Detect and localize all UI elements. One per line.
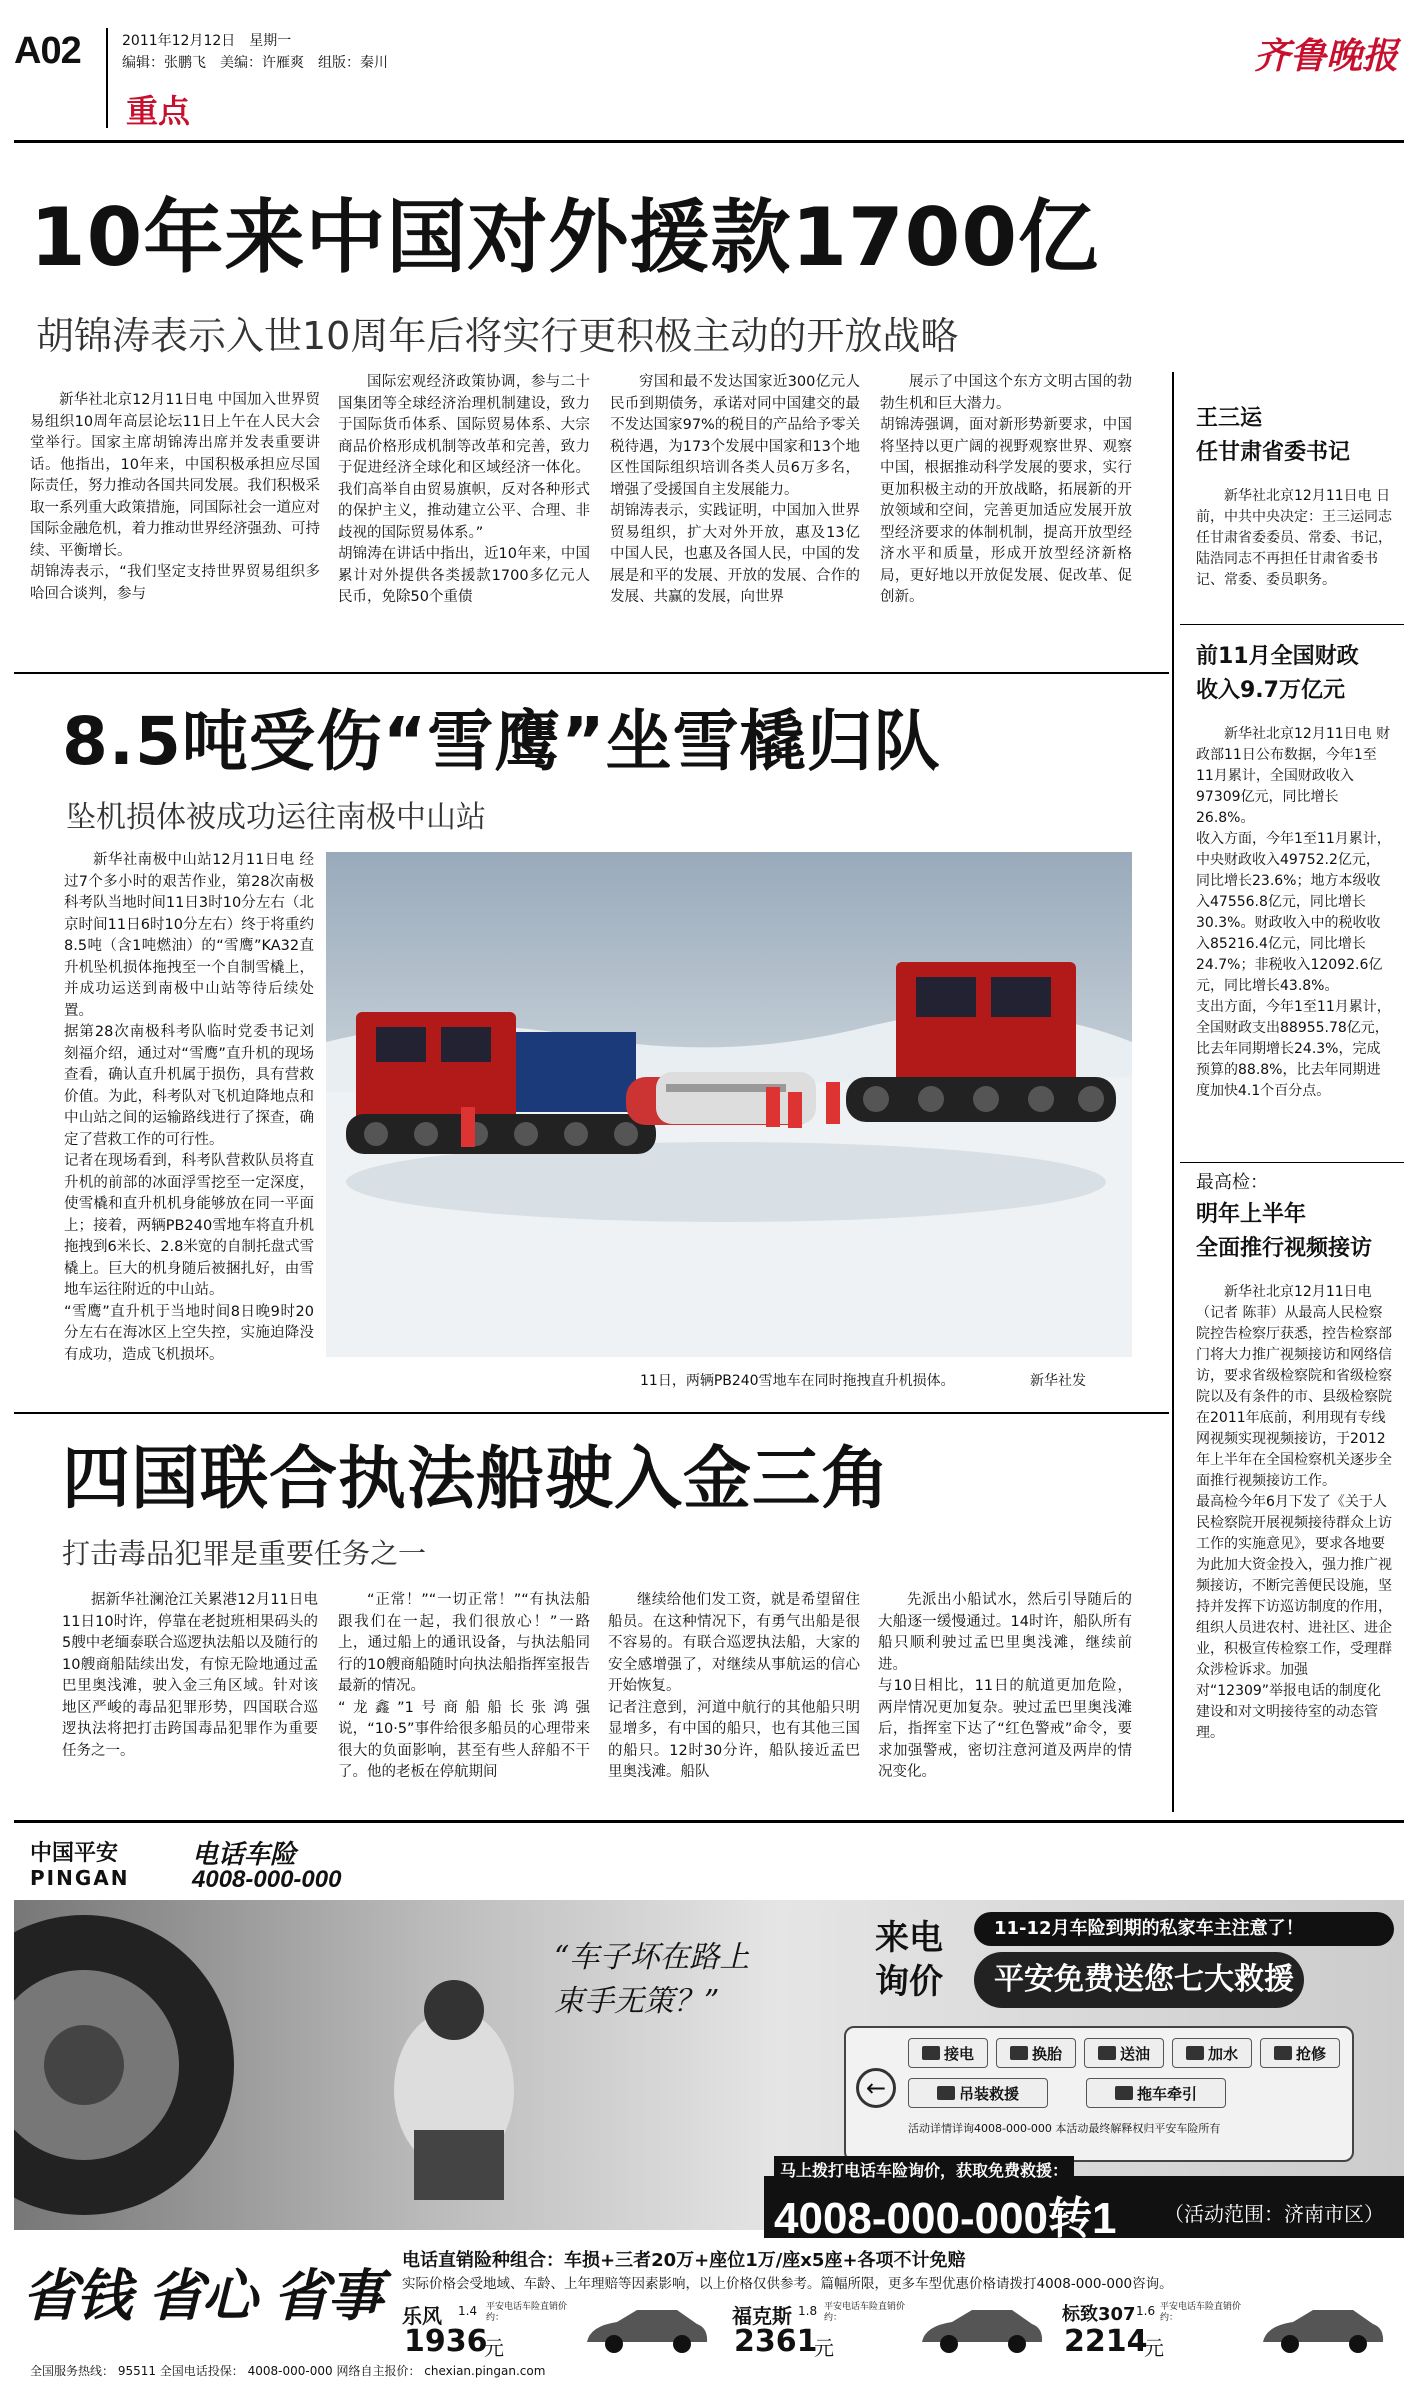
photo-credit: 新华社发 [1030, 1373, 1086, 1389]
service-jump-start [908, 2038, 988, 2068]
car-price-3: 2214 [1064, 2324, 1148, 2359]
dial-prompt: 马上拨打电话车险询价，获取免费救援： [774, 2156, 1074, 2183]
story3-headline: 四国联合执法船驶入金三角 [62, 1440, 891, 1519]
car-label-3: 平安电话车险直销价约： [1160, 2302, 1242, 2323]
car-disp-1: 1.4 [458, 2304, 478, 2318]
service-label-4: 抢修 [1295, 2044, 1326, 2063]
section-label: 重点 [126, 92, 191, 130]
car-disp-2: 1.8 [798, 2304, 818, 2318]
ad-illustration [14, 1900, 534, 2230]
region-note: （活动范围：济南市区） [1164, 2202, 1384, 2226]
service-label-5: 吊装救援 [958, 2084, 1019, 2103]
car-image-2 [917, 2304, 1047, 2354]
product-name: 电话车险 [192, 1840, 297, 1870]
service-note: 活动详情详询4008-000-000 本活动最终解释权归平安车险所有 [908, 2122, 1221, 2135]
story2-photo [326, 852, 1132, 1357]
story2-headline: 8.5吨受伤“雪鹰”坐雪橇归队 [62, 703, 941, 780]
sidebar-sep-2 [1180, 1162, 1404, 1163]
banner-top: 11-12月车险到期的私家车主注意了！ [974, 1912, 1394, 1946]
fuel-icon [1098, 2046, 1116, 2060]
service-water [1172, 2038, 1252, 2068]
page-number: A02 [14, 30, 81, 72]
service-label-6: 拖车牵引 [1136, 2084, 1197, 2103]
story1-col-2 [338, 372, 590, 652]
service-label-2: 送油 [1119, 2044, 1150, 2063]
story3-col-3 [608, 1590, 860, 1810]
story2-text: 新华社南极中山站12月11日电 经过7个多小时的艰苦作业，第28次南极科考队当地时间11日3时10分左右（北京时间11日6时10分左右）终于将重约8.5吨（含1吨燃油）的“雪鹰”KA32直升机坠机损体拖拽至一个自制雪橇上，并成功运送到南极中山站等待后续处置。 据第28次南极科考队临时党委书记刘刻福介绍，通过对“雪鹰”直升机的现场查看，确认直升机属于损伤，具有营救价值。为此，科考队对飞机迫降地点和中山站之间的运输路线进行了探查，确定了营救工作的可行性。 记者在现场看到，科考队营救队员将直升机的前部的冰面浮雪挖至一定深度，使雪橇和直升机机身能够放在同一平面上；接着，两辆PB240雪地车将直升机拖拽到6米长、2.8米宽的自制托盘式雪橇上。巨大的机身随后被捆扎好，由雪地车运往附近的中山站。 “雪鹰”直升机于当地时间8日晚9时20分左右在海冰区上空失控，实施迫降没有成功，造成飞机损坏。 [64, 852, 314, 1363]
ad-top-rule [14, 1820, 1404, 1823]
combo-line: 电话直销险种组合：车损+三者20万+座位1万/座x5座+各项不计免赔 [402, 2250, 966, 2271]
story1-headline: 10年来中国对外援款1700亿 [30, 191, 1099, 284]
story3-col-4 [878, 1590, 1132, 1810]
story1-subhead: 胡锦涛表示入世10周年后将实行更积极主动的开放战略 [36, 314, 959, 358]
car-price-1: 1936 [404, 2324, 488, 2359]
service-repair [1260, 2038, 1340, 2068]
car-label-2: 平安电话车险直销价约： [824, 2302, 906, 2323]
car-model-1: 乐风 [402, 2304, 442, 2328]
issue-date: 2011年12月12日 星期一 [122, 33, 292, 49]
story1-col-2-text: 国际宏观经济政策协调，参与二十国集团等全球经济治理机制建设，致力于国际货币体系、国际贸易体系、大宗商品价格形成机制等改革和完善，致力于促进经济全球化和区域经济一体化。我们高举自由贸易旗帜，反对各种形式的保护主义，推动建立公平、合理、非歧视的国际贸易体系。” 胡锦涛在讲话中指出，近10年来，中国累计对外提供各类援款1700多亿元人民币，免除50个重债 [338, 374, 590, 605]
car-unit-1: 元 [484, 2336, 504, 2360]
service-label-0: 接电 [943, 2044, 974, 2063]
sidebar-sep-1 [1180, 624, 1404, 625]
car-image-3 [1258, 2304, 1388, 2354]
sidebar-1-text: 新华社北京12月11日电 日前，中共中央决定：王三运同志任甘肃省委委员、常委、书记，陆浩同志不再担任甘肃省委书记、常委、委员职务。 [1196, 488, 1392, 588]
car-unit-3: 元 [1144, 2336, 1164, 2360]
story2-subhead: 坠机损体被成功运往南极中山站 [66, 800, 486, 835]
slogan: 省钱 省心 省事 [22, 2264, 381, 2329]
sidebar-3-text: 新华社北京12月11日电（记者 陈菲）从最高人民检察院控告检察厅获悉，控告检察部门将大力推广视频接访和网络信访，要求省级检察院和省级检察院以及有条件的市、县级检察院在2011年底前，利用现有专线网视频实现视频接访，于2012年上半年在全国检察机关逐步全面推行视频接访工作。 最高检今年6月下发了《关于人民检察院开展视频接待群众上访工作的实施意见》，要求各地要为此加大资金投入，强力推广视频接访，不断完善便民设施，坚持并发挥下访巡访制度的作用，组织人员进农村、进社区、进企业，积极宣传检察工作，受理群众涉检诉求。加强对“12309”举报电话的制度化建设和对文明接待室的动态管理。 [1196, 1284, 1392, 1741]
service-label-1: 换胎 [1031, 2044, 1062, 2063]
sidebar-1-body [1196, 486, 1392, 616]
pingan-logo-en: PINGAN [30, 1866, 130, 1890]
car-offer-3 [1062, 2300, 1392, 2358]
story3-col-3-text: 继续给他们发工资，就是希望留住船员。在这种情况下，有勇气出船是很不容易的。有联合巡逻执法船，大家的安全感增强了，对继续从事航运的信心开始恢复。 记者注意到，河道中航行的其他船只明显增多，有中国的船只，也有其他三国的船只。12时30分许，船队接近孟巴里奥浅滩。船队 [608, 1592, 860, 1780]
car-model-3: 标致307 [1062, 2304, 1136, 2325]
antarctic-scene [326, 852, 1132, 1357]
story3-subhead: 打击毒品犯罪是重要任务之一 [62, 1537, 427, 1570]
story3-col-2-text: “正常！”“一切正常！”“有执法船跟我们在一起，我们很放心！”一路上，通过船上的通讯设备，与执法船同行的10艘商船随时向执法船指挥室报告最新的情况。 “龙鑫”1号商船船长张鸿强说，“10·5”事件给很多船员的心理带来很大的负面影响，甚至有些人辞船不干了。他的老板在停航期间 [338, 1592, 590, 1780]
back-arrow-icon: ← [856, 2068, 896, 2108]
story2-body [64, 850, 314, 1400]
story3-col-1-text: 据新华社澜沧江关累港12月11日电 11日10时许，停靠在老挝班相果码头的5艘中老缅泰联合巡逻执法船以及随行的10艘商船陆续出发，有惊无险地通过孟巴里奥浅滩，驶入金三角区域。针对该地区严峻的毒品犯罪形势，四国联合巡逻执法将把打击跨国毒品犯罪作为重要任务之一。 [62, 1592, 318, 1759]
header-rule [14, 140, 1404, 143]
car-offer-1 [402, 2300, 720, 2358]
tire-icon [1010, 2046, 1028, 2060]
banner-main: 平安免费送您七大救援 [974, 1952, 1304, 2008]
water-icon [1186, 2046, 1204, 2060]
story1-col-4 [880, 372, 1132, 652]
sidebar-3-body [1196, 1282, 1392, 1812]
story1-col-3-text: 穷国和最不发达国家近300亿元人民币到期债务，承诺对同中国建交的最不发达国家97%的税目的产品给予零关税待遇，为173个发展中国家和13个地区性国际组织培训各类人员6万多名，增强了受援国自主发展能力。 胡锦涛表示，实践证明，中国加入世界贸易组织，扩大对外开放，惠及13亿中国人民，也惠及各国人民，中国的发展是和平的发展、开放的发展、合作的发展、共赢的发展，向世界 [610, 374, 860, 605]
car-model-2: 福克斯 [732, 2304, 792, 2328]
service-crane [908, 2078, 1048, 2108]
wrench-icon [1274, 2046, 1292, 2060]
story3-col-1 [62, 1590, 318, 1810]
photo-caption: 11日，两辆PB240雪地车在同时拖拽直升机损体。 [640, 1373, 955, 1389]
story1-col-1-text: 新华社北京12月11日电 中国加入世界贸易组织10周年高层论坛11日上午在人民大会堂举行。国家主席胡锦涛出席并发表重要讲话。他指出，10年来，中国积极承担应尽国际责任，努力推动各国共同发展。我们积极采取一系列重大政策措施，同国际社会一道应对国际金融危机，着力推动世界经济强劲、可持续、平衡增长。 胡锦涛表示，“我们坚定支持世界贸易组织多哈回合谈判，参与 [30, 392, 320, 602]
crane-icon [937, 2086, 955, 2100]
combo-note: 实际价格会受地域、车龄、上年理赔等因素影响，以上价格仅供参考。篇幅所限，更多车型优惠价格请拨打4008-000-000咨询。 [402, 2276, 1173, 2292]
ad-block [14, 1826, 1404, 2381]
sidebar-2-body [1196, 724, 1392, 1154]
story1-col-4-text: 展示了中国这个东方文明古国的勃勃生机和巨大潜力。 胡锦涛强调，面对新形势新要求，中国将坚持以更广阔的视野观察世界、观察中国，根据推动科学发展的要求，实行更加积极主动的开放战略，拓展新的开放领域和空间，完善更加适应发展开放型经济要求的体制机制，提高开放型经济水平和质量，形成开放型经济新格局，更好地以开放促发展、促改革、促创新。 [880, 374, 1132, 605]
sidebar-2-text: 新华社北京12月11日电 财政部11日公布数据，今年1至11月累计，全国财政收入97309亿元，同比增长26.8%。 收入方面，今年1至11月累计，中央财政收入49752.2亿元，同比增长23.6%；地方本级收入47556.8亿元，同比增长30.3%。财政收入中的税收收入85216.4亿元，同比增长24.7%；非税收入12092.6亿元，同比增长43.8%。 支出方面，今年1至11月累计，全国财政支出88955.78亿元，比去年同期增长24.3%，完成预算的88.8%，比去年同期进度加快4.1个百分点。 [1196, 726, 1391, 1099]
service-tow [1086, 2078, 1226, 2108]
tow-truck-icon [1115, 2086, 1133, 2100]
car-price-2: 2361 [734, 2324, 818, 2359]
story3-col-2 [338, 1590, 590, 1810]
car-disp-3: 1.6 [1136, 2304, 1156, 2318]
car-image-1 [582, 2304, 712, 2354]
service-fuel [1084, 2038, 1164, 2068]
dial-number: 4008-000-000转1 [774, 2194, 1117, 2243]
car-label-1: 平安电话车险直销价约： [486, 2302, 568, 2323]
callout-box: 来电 询价 [875, 1918, 943, 2002]
staff-credits: 编辑：张鹏飞 美编：许雁爽 组版：秦川 [122, 55, 388, 71]
masthead-logo: 齐鲁晚报 [1254, 35, 1399, 77]
story3-col-4-text: 先派出小船试水，然后引导随后的大船逐一缓慢通过。14时许，船队所有船只顺利驶过孟巴里奥浅滩，继续前进。 与10日相比，11日的航道更加危险，两岸情况更加复杂。驶过孟巴里奥浅滩后，指挥室下达了“红色警戒”命令，要求加强警戒，密切注意河道及两岸的情况变化。 [878, 1592, 1132, 1780]
service-tire [996, 2038, 1076, 2068]
header-divider [106, 28, 108, 128]
sidebar-2-title: 前11月全国财政 收入9.7万亿元 [1196, 644, 1359, 703]
phone-top: 4008-000-000 [192, 1866, 342, 1893]
pingan-logo-cn: 中国平安 [30, 1841, 119, 1866]
story1-col-3 [610, 372, 860, 652]
story2-bottom-rule [14, 1412, 1169, 1414]
car-unit-2: 元 [814, 2336, 834, 2360]
handwritten-quote: “车子坏在路上 束手无策？” [554, 1940, 750, 2019]
ad-footer: 全国服务热线： 95511 全国电话投保： 4008-000-000 网络自主报价： chexian.pingan.com [30, 2364, 546, 2378]
service-label-3: 加水 [1207, 2044, 1238, 2063]
sidebar-1-title: 王三运 任甘肃省委书记 [1196, 406, 1351, 465]
car-offer-2 [732, 2300, 1050, 2358]
sidebar-3-title: 明年上半年 全面推行视频接访 [1196, 1202, 1373, 1261]
story1-col-1 [30, 390, 320, 650]
sidebar-3-kicker: 最高检： [1196, 1172, 1268, 1193]
battery-icon [922, 2046, 940, 2060]
services-panel [844, 2026, 1354, 2162]
story1-bottom-rule [14, 672, 1169, 674]
sidebar-divider [1172, 372, 1174, 1812]
